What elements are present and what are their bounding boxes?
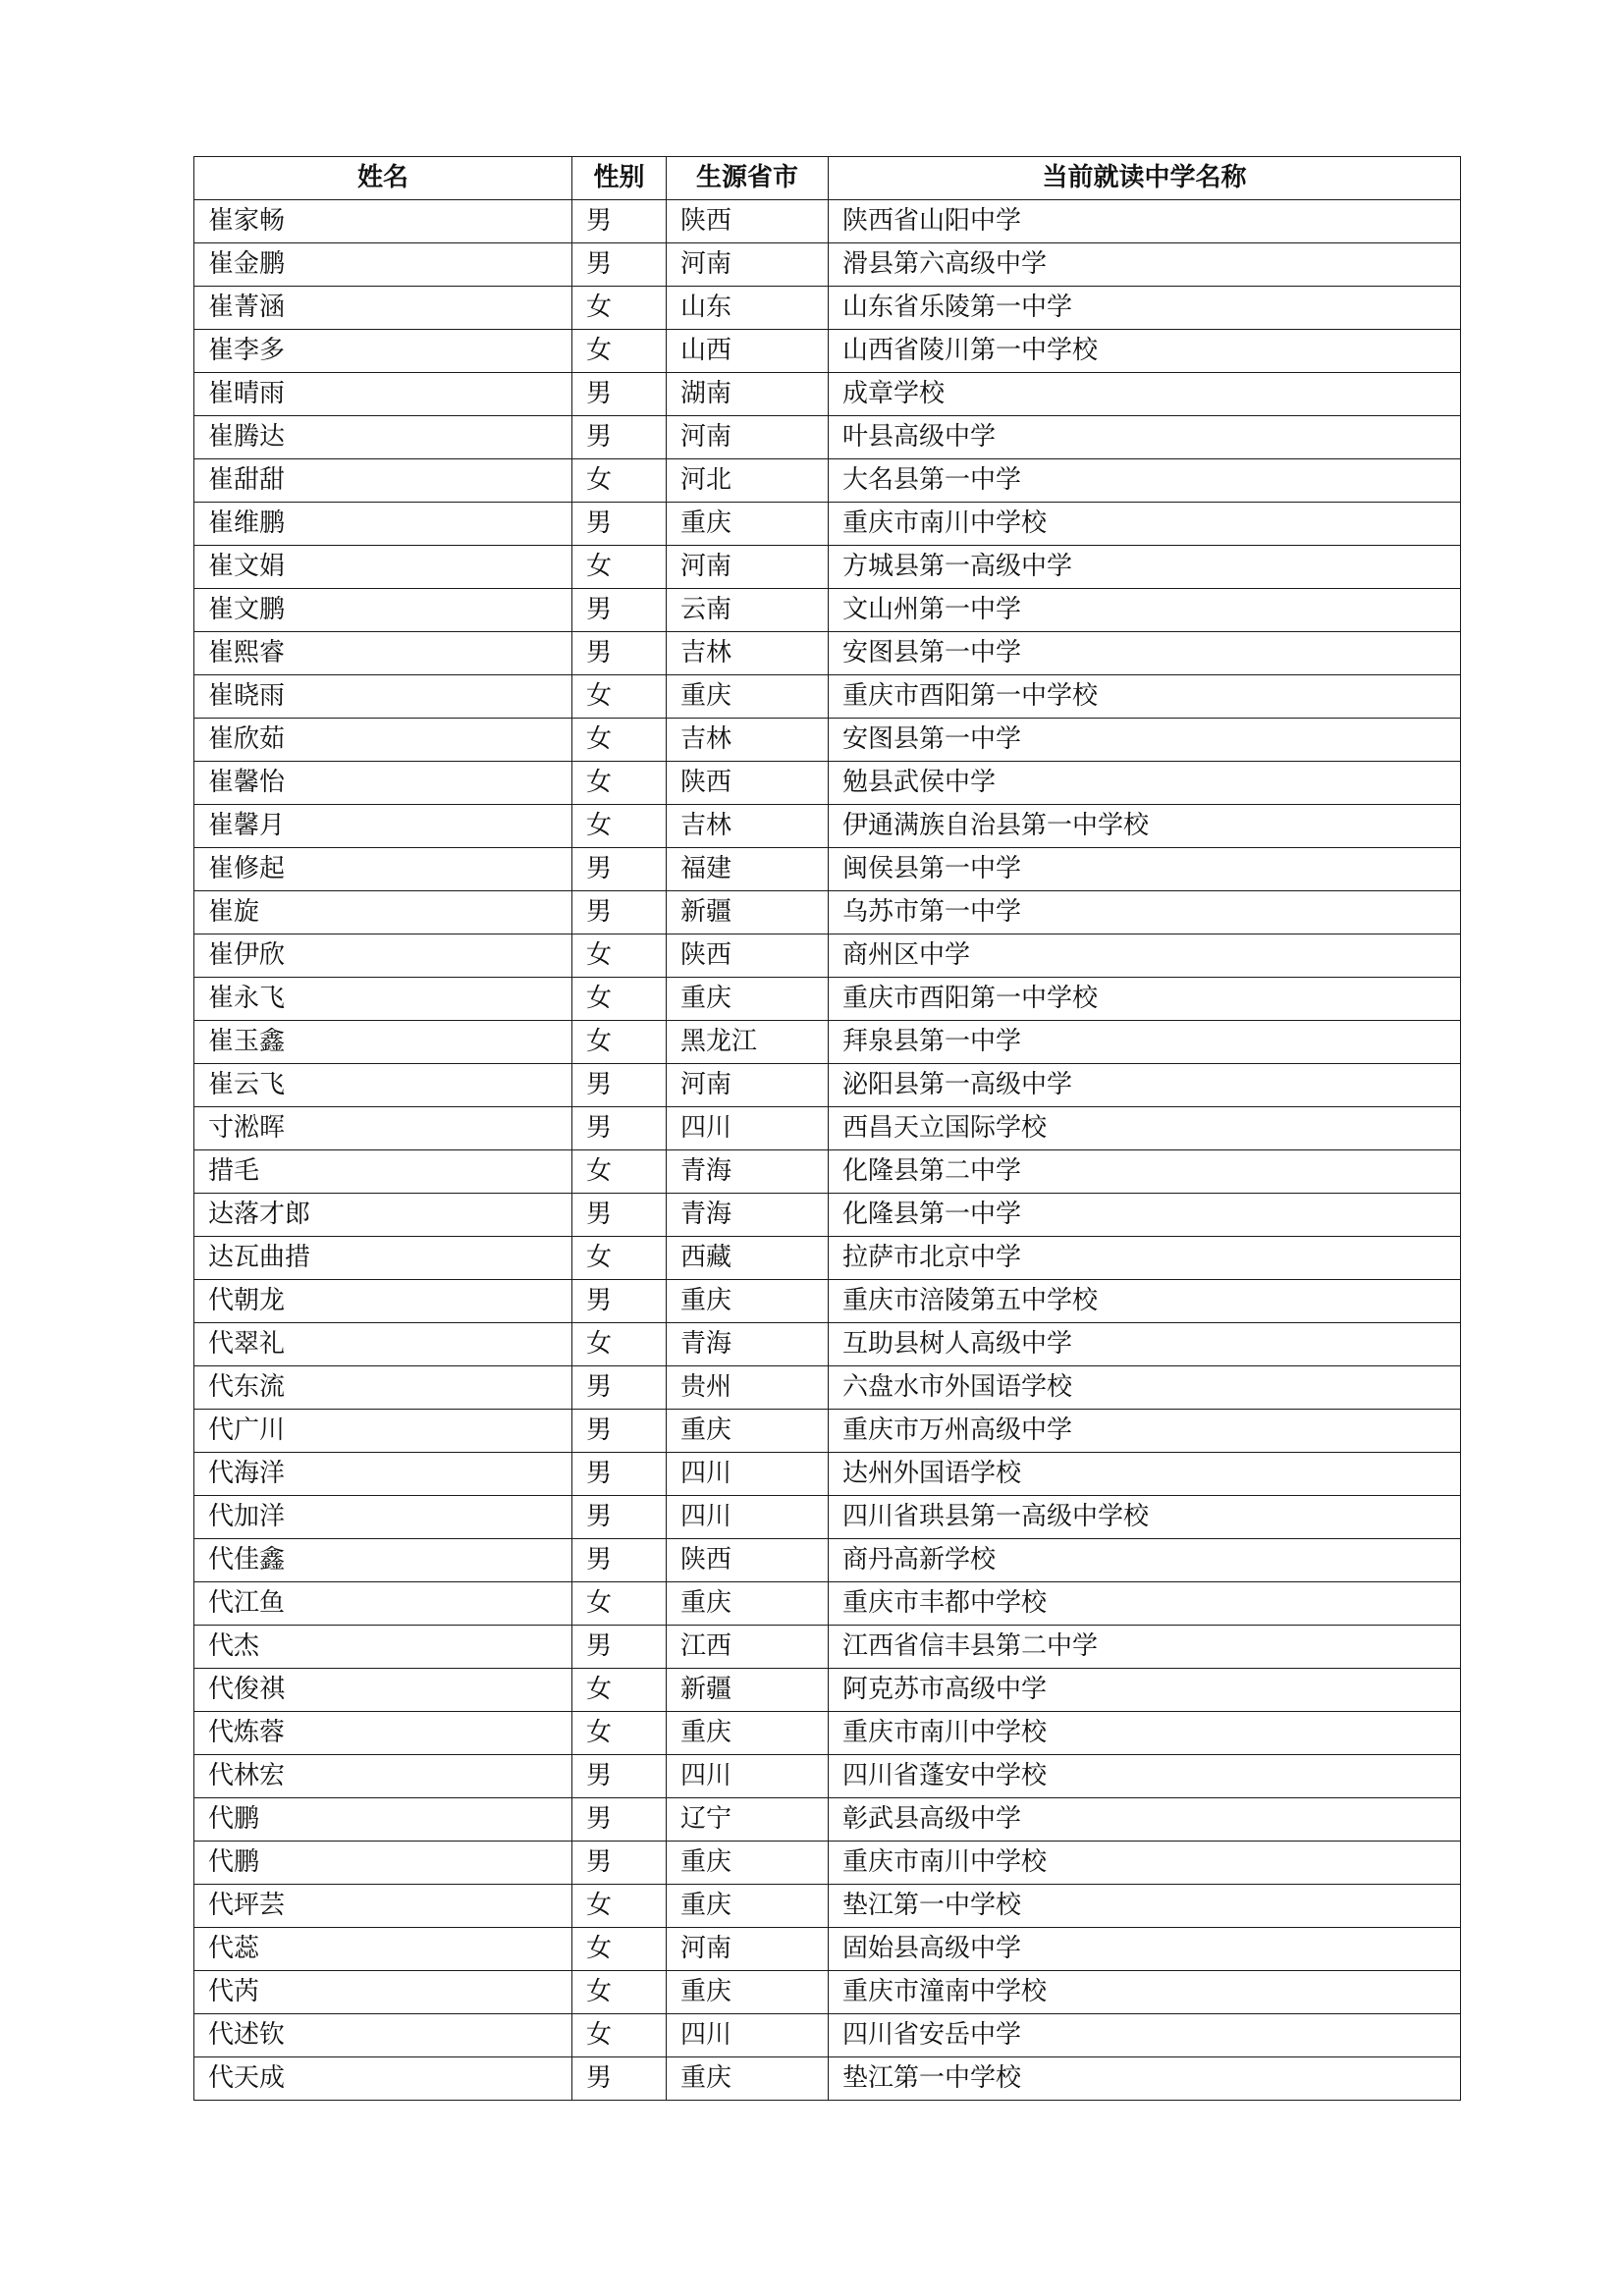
cell-school: 重庆市酉阳第一中学校 (829, 675, 1461, 719)
cell-school: 滑县第六高级中学 (829, 243, 1461, 287)
cell-school: 化隆县第二中学 (829, 1150, 1461, 1194)
cell-school: 重庆市涪陵第五中学校 (829, 1280, 1461, 1323)
cell-province: 重庆 (667, 675, 829, 719)
table-row (194, 632, 1461, 675)
cell-province: 新疆 (667, 1669, 829, 1712)
cell-gender: 女 (572, 1669, 667, 1712)
cell-name: 代杰 (194, 1626, 572, 1669)
cell-gender: 女 (572, 1237, 667, 1280)
cell-province: 重庆 (667, 1842, 829, 1885)
cell-province: 四川 (667, 1755, 829, 1798)
cell-province: 西藏 (667, 1237, 829, 1280)
table-row (194, 589, 1461, 632)
cell-name: 代佳鑫 (194, 1539, 572, 1582)
table-row (194, 1064, 1461, 1107)
cell-name: 代东流 (194, 1366, 572, 1410)
cell-school: 重庆市南川中学校 (829, 503, 1461, 546)
cell-name: 崔晓雨 (194, 675, 572, 719)
cell-gender: 女 (572, 1582, 667, 1626)
cell-name: 崔伊欣 (194, 934, 572, 978)
cell-name: 崔文鹏 (194, 589, 572, 632)
cell-name: 崔馨怡 (194, 762, 572, 805)
cell-school: 成章学校 (829, 373, 1461, 416)
table-body (194, 200, 1461, 2101)
cell-province: 重庆 (667, 978, 829, 1021)
cell-name: 寸淞晖 (194, 1107, 572, 1150)
table-row (194, 1626, 1461, 1669)
cell-gender: 女 (572, 805, 667, 848)
table-row (194, 1366, 1461, 1410)
cell-province: 辽宁 (667, 1798, 829, 1842)
cell-province: 云南 (667, 589, 829, 632)
cell-name: 代蕊 (194, 1928, 572, 1971)
cell-province: 重庆 (667, 503, 829, 546)
cell-province: 重庆 (667, 1712, 829, 1755)
cell-name: 崔馨月 (194, 805, 572, 848)
header-province: 生源省市 (667, 157, 829, 200)
cell-school: 安图县第一中学 (829, 632, 1461, 675)
cell-gender: 男 (572, 589, 667, 632)
header-name: 姓名 (194, 157, 572, 200)
cell-gender: 男 (572, 503, 667, 546)
cell-gender: 女 (572, 762, 667, 805)
cell-school: 彰武县高级中学 (829, 1798, 1461, 1842)
cell-province: 河南 (667, 1928, 829, 1971)
cell-school: 六盘水市外国语学校 (829, 1366, 1461, 1410)
cell-name: 崔甜甜 (194, 459, 572, 503)
table-row (194, 675, 1461, 719)
cell-school: 重庆市酉阳第一中学校 (829, 978, 1461, 1021)
cell-gender: 女 (572, 1928, 667, 1971)
cell-school: 拉萨市北京中学 (829, 1237, 1461, 1280)
cell-gender: 女 (572, 546, 667, 589)
cell-school: 达州外国语学校 (829, 1453, 1461, 1496)
cell-province: 重庆 (667, 1885, 829, 1928)
cell-gender: 女 (572, 1323, 667, 1366)
cell-name: 代芮 (194, 1971, 572, 2014)
table-row (194, 1194, 1461, 1237)
cell-gender: 男 (572, 1064, 667, 1107)
cell-school: 泌阳县第一高级中学 (829, 1064, 1461, 1107)
cell-province: 重庆 (667, 1280, 829, 1323)
table-row (194, 1107, 1461, 1150)
table-row (194, 1755, 1461, 1798)
cell-school: 固始县高级中学 (829, 1928, 1461, 1971)
table-row (194, 1928, 1461, 1971)
table-row (194, 330, 1461, 373)
cell-name: 崔熙睿 (194, 632, 572, 675)
table-row (194, 1712, 1461, 1755)
cell-school: 安图县第一中学 (829, 719, 1461, 762)
cell-gender: 男 (572, 1539, 667, 1582)
cell-gender: 男 (572, 1194, 667, 1237)
cell-province: 陕西 (667, 1539, 829, 1582)
cell-school: 商州区中学 (829, 934, 1461, 978)
cell-gender: 男 (572, 891, 667, 934)
cell-gender: 男 (572, 373, 667, 416)
cell-province: 陕西 (667, 762, 829, 805)
cell-province: 青海 (667, 1323, 829, 1366)
cell-gender: 女 (572, 1885, 667, 1928)
cell-name: 达瓦曲措 (194, 1237, 572, 1280)
student-roster-table (193, 156, 1461, 2101)
table-row (194, 1323, 1461, 1366)
cell-school: 重庆市南川中学校 (829, 1842, 1461, 1885)
table-row (194, 200, 1461, 243)
cell-school: 化隆县第一中学 (829, 1194, 1461, 1237)
cell-school: 阿克苏市高级中学 (829, 1669, 1461, 1712)
cell-name: 崔家畅 (194, 200, 572, 243)
cell-gender: 男 (572, 632, 667, 675)
cell-gender: 女 (572, 719, 667, 762)
cell-school: 文山州第一中学 (829, 589, 1461, 632)
table-header-row (194, 157, 1461, 200)
cell-province: 黑龙江 (667, 1021, 829, 1064)
table-row (194, 2014, 1461, 2057)
cell-school: 乌苏市第一中学 (829, 891, 1461, 934)
table-row (194, 1971, 1461, 2014)
cell-gender: 男 (572, 1453, 667, 1496)
table-row (194, 891, 1461, 934)
cell-province: 重庆 (667, 1971, 829, 2014)
cell-school: 重庆市万州高级中学 (829, 1410, 1461, 1453)
cell-province: 湖南 (667, 373, 829, 416)
table-row (194, 1453, 1461, 1496)
cell-province: 新疆 (667, 891, 829, 934)
cell-gender: 女 (572, 978, 667, 1021)
cell-school: 重庆市潼南中学校 (829, 1971, 1461, 2014)
table-row (194, 762, 1461, 805)
table-row (194, 934, 1461, 978)
cell-province: 四川 (667, 1496, 829, 1539)
cell-gender: 男 (572, 1280, 667, 1323)
cell-province: 陕西 (667, 200, 829, 243)
cell-gender: 男 (572, 416, 667, 459)
cell-province: 河南 (667, 243, 829, 287)
cell-school: 互助县树人高级中学 (829, 1323, 1461, 1366)
table-row (194, 459, 1461, 503)
cell-name: 代广川 (194, 1410, 572, 1453)
cell-name: 崔晴雨 (194, 373, 572, 416)
cell-gender: 女 (572, 1712, 667, 1755)
cell-name: 达落才郎 (194, 1194, 572, 1237)
cell-gender: 女 (572, 459, 667, 503)
cell-province: 四川 (667, 1453, 829, 1496)
cell-province: 山东 (667, 287, 829, 330)
cell-province: 福建 (667, 848, 829, 891)
cell-school: 四川省蓬安中学校 (829, 1755, 1461, 1798)
cell-gender: 男 (572, 243, 667, 287)
cell-gender: 男 (572, 1626, 667, 1669)
cell-school: 垫江第一中学校 (829, 1885, 1461, 1928)
cell-school: 叶县高级中学 (829, 416, 1461, 459)
table-row (194, 848, 1461, 891)
table-row (194, 416, 1461, 459)
cell-province: 吉林 (667, 805, 829, 848)
cell-school: 四川省珙县第一高级中学校 (829, 1496, 1461, 1539)
cell-name: 崔玉鑫 (194, 1021, 572, 1064)
cell-province: 河南 (667, 546, 829, 589)
cell-gender: 女 (572, 1021, 667, 1064)
cell-gender: 女 (572, 2014, 667, 2057)
table-row (194, 1582, 1461, 1626)
cell-province: 山西 (667, 330, 829, 373)
cell-name: 代朝龙 (194, 1280, 572, 1323)
table-row (194, 1539, 1461, 1582)
cell-name: 崔维鹏 (194, 503, 572, 546)
cell-school: 拜泉县第一中学 (829, 1021, 1461, 1064)
cell-province: 四川 (667, 2014, 829, 2057)
cell-province: 河北 (667, 459, 829, 503)
table-row (194, 2057, 1461, 2101)
cell-gender: 男 (572, 1842, 667, 1885)
cell-name: 崔旋 (194, 891, 572, 934)
table-row (194, 243, 1461, 287)
table-row (194, 805, 1461, 848)
cell-gender: 男 (572, 848, 667, 891)
cell-province: 吉林 (667, 632, 829, 675)
cell-school: 大名县第一中学 (829, 459, 1461, 503)
cell-name: 代坪芸 (194, 1885, 572, 1928)
cell-name: 代鹏 (194, 1798, 572, 1842)
table-row (194, 1885, 1461, 1928)
cell-gender: 男 (572, 1107, 667, 1150)
cell-gender: 男 (572, 200, 667, 243)
cell-name: 代天成 (194, 2057, 572, 2101)
header-school: 当前就读中学名称 (829, 157, 1461, 200)
cell-school: 山东省乐陵第一中学 (829, 287, 1461, 330)
table-row (194, 978, 1461, 1021)
cell-school: 山西省陵川第一中学校 (829, 330, 1461, 373)
cell-province: 贵州 (667, 1366, 829, 1410)
cell-province: 江西 (667, 1626, 829, 1669)
cell-gender: 男 (572, 1755, 667, 1798)
cell-gender: 男 (572, 1496, 667, 1539)
table-row (194, 1798, 1461, 1842)
cell-gender: 女 (572, 287, 667, 330)
cell-name: 崔菁涵 (194, 287, 572, 330)
cell-school: 伊通满族自治县第一中学校 (829, 805, 1461, 848)
cell-school: 商丹高新学校 (829, 1539, 1461, 1582)
cell-name: 代海洋 (194, 1453, 572, 1496)
cell-name: 崔腾达 (194, 416, 572, 459)
cell-province: 重庆 (667, 1410, 829, 1453)
cell-province: 重庆 (667, 2057, 829, 2101)
cell-province: 四川 (667, 1107, 829, 1150)
cell-name: 代俊祺 (194, 1669, 572, 1712)
cell-school: 勉县武侯中学 (829, 762, 1461, 805)
cell-gender: 男 (572, 1798, 667, 1842)
table-row (194, 1280, 1461, 1323)
cell-name: 崔欣茹 (194, 719, 572, 762)
cell-province: 吉林 (667, 719, 829, 762)
cell-gender: 女 (572, 1150, 667, 1194)
table-row (194, 546, 1461, 589)
cell-name: 措毛 (194, 1150, 572, 1194)
cell-school: 西昌天立国际学校 (829, 1107, 1461, 1150)
cell-school: 重庆市南川中学校 (829, 1712, 1461, 1755)
table-row (194, 1669, 1461, 1712)
cell-name: 代述钦 (194, 2014, 572, 2057)
cell-school: 陕西省山阳中学 (829, 200, 1461, 243)
cell-gender: 男 (572, 2057, 667, 2101)
cell-school: 垫江第一中学校 (829, 2057, 1461, 2101)
cell-name: 崔李多 (194, 330, 572, 373)
cell-gender: 女 (572, 675, 667, 719)
cell-name: 崔永飞 (194, 978, 572, 1021)
header-gender: 性别 (572, 157, 667, 200)
cell-province: 青海 (667, 1150, 829, 1194)
cell-name: 代加洋 (194, 1496, 572, 1539)
table-row (194, 1410, 1461, 1453)
cell-name: 代炼蓉 (194, 1712, 572, 1755)
cell-school: 重庆市丰都中学校 (829, 1582, 1461, 1626)
cell-name: 代江鱼 (194, 1582, 572, 1626)
table-row (194, 1496, 1461, 1539)
cell-gender: 女 (572, 934, 667, 978)
cell-province: 河南 (667, 416, 829, 459)
table-row (194, 503, 1461, 546)
table-row (194, 1021, 1461, 1064)
table-row (194, 719, 1461, 762)
cell-name: 代鹏 (194, 1842, 572, 1885)
cell-school: 方城县第一高级中学 (829, 546, 1461, 589)
table-row (194, 1150, 1461, 1194)
cell-name: 崔金鹏 (194, 243, 572, 287)
cell-gender: 男 (572, 1366, 667, 1410)
cell-name: 崔修起 (194, 848, 572, 891)
table-row (194, 1842, 1461, 1885)
cell-school: 四川省安岳中学 (829, 2014, 1461, 2057)
cell-gender: 男 (572, 1410, 667, 1453)
cell-name: 代林宏 (194, 1755, 572, 1798)
cell-school: 闽侯县第一中学 (829, 848, 1461, 891)
cell-province: 河南 (667, 1064, 829, 1107)
cell-gender: 女 (572, 1971, 667, 2014)
table-row (194, 373, 1461, 416)
cell-gender: 女 (572, 330, 667, 373)
cell-province: 陕西 (667, 934, 829, 978)
cell-name: 代翠礼 (194, 1323, 572, 1366)
cell-school: 江西省信丰县第二中学 (829, 1626, 1461, 1669)
cell-name: 崔云飞 (194, 1064, 572, 1107)
cell-name: 崔文娟 (194, 546, 572, 589)
cell-province: 青海 (667, 1194, 829, 1237)
table-row (194, 1237, 1461, 1280)
cell-province: 重庆 (667, 1582, 829, 1626)
table-row (194, 287, 1461, 330)
